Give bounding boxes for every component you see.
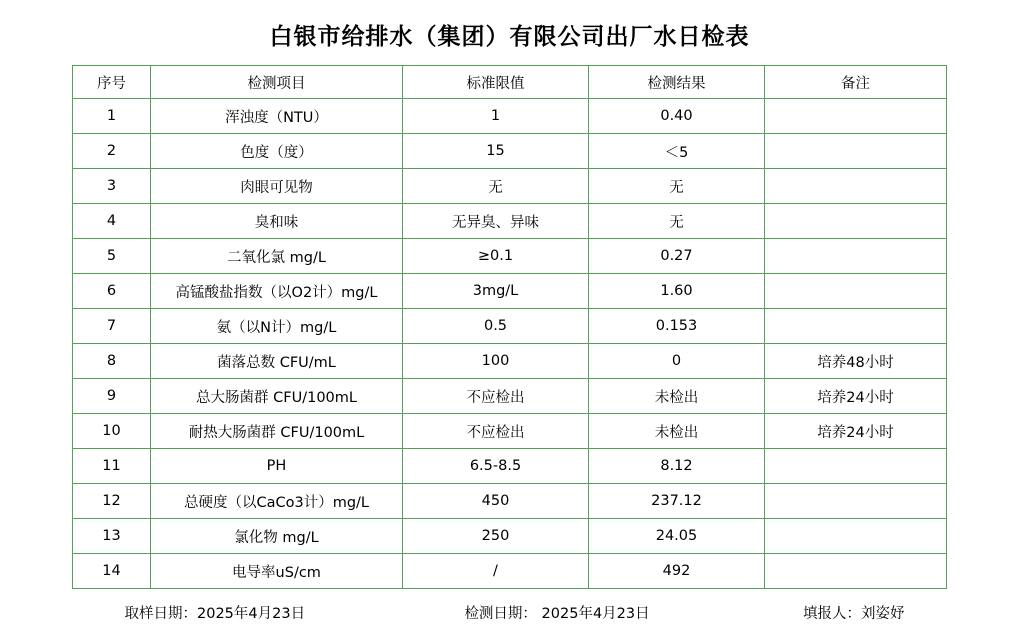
cell-no: 10: [73, 414, 151, 449]
table-row: [73, 414, 947, 449]
cell-note: [765, 239, 947, 274]
cell-result: 8.12: [589, 449, 765, 484]
cell-result: 0: [589, 344, 765, 379]
table-row: [73, 344, 947, 379]
table-row: [73, 204, 947, 239]
cell-result: 237.12: [589, 484, 765, 519]
footer-row: [73, 589, 947, 623]
cell-item: 菌落总数 CFU/mL: [151, 344, 403, 379]
cell-note: [765, 554, 947, 589]
cell-std: 15: [403, 134, 589, 169]
cell-std: 0.5: [403, 309, 589, 344]
cell-item: 浑浊度（NTU）: [151, 99, 403, 134]
page-title: 白银市给排水（集团）有限公司出厂水日检表: [269, 24, 750, 50]
cell-no: 13: [73, 519, 151, 554]
cell-item: 二氧化氯 mg/L: [151, 239, 403, 274]
cell-item: 氯化物 mg/L: [151, 519, 403, 554]
table-row: [73, 519, 947, 554]
cell-std: 6.5-8.5: [403, 449, 589, 484]
cell-result: 0.153: [589, 309, 765, 344]
cell-item: 总硬度（以CaCo3计）mg/L: [151, 484, 403, 519]
cell-item: 总大肠菌群 CFU/100mL: [151, 379, 403, 414]
cell-result: 未检出: [589, 379, 765, 414]
cell-no: 7: [73, 309, 151, 344]
cell-result: ＜5: [589, 134, 765, 169]
cell-item: 氨（以N计）mg/L: [151, 309, 403, 344]
cell-note: [765, 204, 947, 239]
cell-no: 1: [73, 99, 151, 134]
cell-result: 无: [589, 204, 765, 239]
cell-result: 0.40: [589, 99, 765, 134]
column-header-no: 序号: [73, 66, 151, 99]
cell-std: ≥0.1: [403, 239, 589, 274]
sampling-date: 取样日期：2025年4月23日: [124, 606, 306, 622]
cell-std: 1: [403, 99, 589, 134]
cell-no: 4: [73, 204, 151, 239]
table-row: [73, 379, 947, 414]
cell-item: 电导率uS/cm: [151, 554, 403, 589]
cell-no: 9: [73, 379, 151, 414]
table-row: [73, 309, 947, 344]
cell-note: 培养24小时: [765, 414, 947, 449]
cell-item: 肉眼可见物: [151, 169, 403, 204]
cell-note: 培养24小时: [765, 379, 947, 414]
table-row: [73, 274, 947, 309]
cell-item: 高锰酸盐指数（以O2计）mg/L: [151, 274, 403, 309]
table-row: [73, 449, 947, 484]
column-header-std: 标准限值: [403, 66, 589, 99]
cell-result: 492: [589, 554, 765, 589]
water-quality-table: [72, 65, 947, 589]
cell-item: 臭和味: [151, 204, 403, 239]
reporter-name: 填报人：刘姿妤: [802, 606, 905, 622]
cell-no: 12: [73, 484, 151, 519]
cell-std: 3mg/L: [403, 274, 589, 309]
cell-item: PH: [151, 449, 403, 484]
cell-no: 3: [73, 169, 151, 204]
cell-std: 无: [403, 169, 589, 204]
cell-std: 100: [403, 344, 589, 379]
cell-std: 250: [403, 519, 589, 554]
table-row: [73, 484, 947, 519]
cell-item: 耐热大肠菌群 CFU/100mL: [151, 414, 403, 449]
cell-note: [765, 309, 947, 344]
cell-no: 14: [73, 554, 151, 589]
cell-std: 不应检出: [403, 379, 589, 414]
cell-no: 8: [73, 344, 151, 379]
cell-no: 11: [73, 449, 151, 484]
cell-note: [765, 484, 947, 519]
cell-result: 无: [589, 169, 765, 204]
cell-std: 不应检出: [403, 414, 589, 449]
column-header-item: 检测项目: [151, 66, 403, 99]
cell-note: [765, 99, 947, 134]
testing-date: 检测日期： 2025年4月23日: [464, 606, 650, 622]
column-header-note: 备注: [765, 66, 947, 99]
table-row: [73, 134, 947, 169]
cell-note: [765, 134, 947, 169]
column-header-result: 检测结果: [589, 66, 765, 99]
cell-no: 2: [73, 134, 151, 169]
cell-note: [765, 169, 947, 204]
cell-std: /: [403, 554, 589, 589]
cell-result: 1.60: [589, 274, 765, 309]
cell-note: 培养48小时: [765, 344, 947, 379]
cell-note: [765, 519, 947, 554]
cell-result: 24.05: [589, 519, 765, 554]
cell-result: 0.27: [589, 239, 765, 274]
cell-result: 未检出: [589, 414, 765, 449]
table-row: [73, 239, 947, 274]
cell-std: 450: [403, 484, 589, 519]
table-row: [73, 169, 947, 204]
cell-std: 无异臭、异味: [403, 204, 589, 239]
cell-item: 色度（度）: [151, 134, 403, 169]
table-row: [73, 554, 947, 589]
cell-note: [765, 449, 947, 484]
cell-no: 6: [73, 274, 151, 309]
table-header-row: [73, 66, 947, 99]
cell-no: 5: [73, 239, 151, 274]
table-row: [73, 99, 947, 134]
cell-note: [765, 274, 947, 309]
